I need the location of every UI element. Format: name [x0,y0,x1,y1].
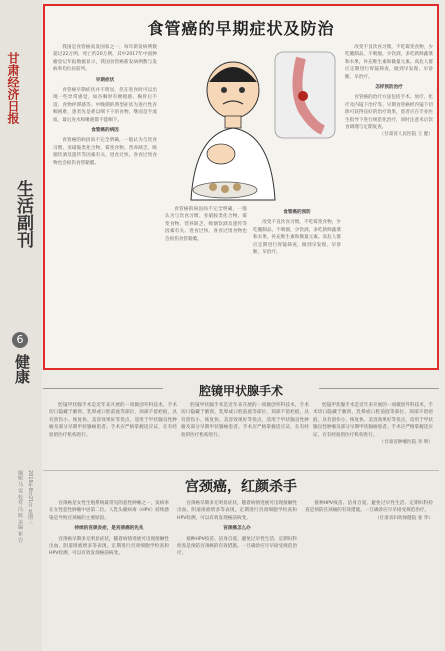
article-cervical-cancer [43,474,439,646]
subheading: 怎样预防治疗 [375,85,403,91]
article-headline: 宫颈癌，红颜杀手 [185,479,297,495]
body-paragraph: 接种HPV疫苗、洁身自爱、避免过早性生活、定期妇科检查是预防宫颈癌的有效措施。一旦确诊应尽早接受规范治疗。 [305,501,433,514]
body-paragraph: 宫颈癌早期多无明显症状，随着病情进展可出现接触性出血、阴道排液增多等表现。定期进行宫颈细胞学检查和HPV检测，可以有效发现癌前病变。 [177,501,297,521]
article-author: （甘肃省人民医院 王 健） [379,132,433,138]
article-column-4 [345,44,433,364]
body-paragraph: 腔镜甲状腺手术是近年来开展的一项微创外科技术，手术切口隐藏于腋窝、乳晕或口腔前庭等部位，颈部不留疤痕，具有创伤小、恢复快、美容效果好等优点，适用于甲状腺良性肿瘤及部分早期甲状腺癌患者。手术应严格掌握适应证，在有经验的医疗机构进行。 [181,403,309,438]
body-paragraph: 宫颈癌是女性生殖系统最常见的恶性肿瘤之一，发病率在女性恶性肿瘤中居第二位。人乳头瘤病毒（HPV）持续感染是导致宫颈癌的主要原因。 [49,501,169,521]
article-column [305,500,433,640]
page-name: 健康 [13,354,31,384]
article-headline: 腔镜甲状腺手术 [198,384,283,398]
article-column [177,500,297,640]
body-paragraph: 食管癌的治疗方法包括手术、放疗、化疗及内镜下治疗等。早期食管癌经内镜下切除可获得良好的治疗效果，患者应在专业医生指导下进行规范化治疗，同时注意术后饮食调理与定期复查。 [345,95,433,131]
article-author: （甘肃省妇幼保健院 张 华） [374,515,433,521]
page-number-badge: 6 [12,332,28,348]
article-esophageal-cancer [43,4,439,370]
article-column-2 [165,206,247,364]
body-paragraph: 宫颈癌早期多无明显症状，随着病情进展可出现接触性出血、阴道排液增多等表现。定期进行宫颈细胞学检查和HPV检测，可以有效发现癌前病变。 [49,536,169,557]
body-paragraph: 食管癌的病因尚不完全明确，一般认为与饮食习惯、亚硝胺类化合物、霉变食物、营养缺乏、吸烟饮酒及遗传等因素有关。进食过快、喜食过烫食物也会损伤食管黏膜。 [165,207,247,242]
section-divider [43,470,439,471]
article-column-3 [253,206,341,364]
body-paragraph: 改变不良饮食习惯，不吃霉变食物，少吃腌制品，不吸烟，少饮酒，多吃新鲜蔬菜和水果，补充维生素和微量元素。高危人群应定期进行胃镜筛查，做到早发现、早诊断、早治疗。 [345,45,433,80]
issue-date: 2019年8月21日 星期三 [27,470,33,524]
article-column [181,402,309,462]
intro-paragraph: 我国是食管癌高发国家之一，每年新发病例数超过22万例，死亡约20万例。其中2017年中国肿瘤登记年报数据显示，我国食管癌新发病例数与发病率均位居前列。 [53,45,157,73]
body-paragraph: 改变不良饮食习惯，不吃霉变食物，少吃腌制品，不吸烟，少饮酒，多吃新鲜蔬菜和水果，补充维生素和微量元素。高危人群应定期进行胃镜筛查，做到早发现、早诊断、早治疗。 [253,220,341,256]
subheading: 宫颈癌怎么办 [223,526,251,532]
subheading: 食管癌的预防 [283,210,311,215]
article-column-1 [53,44,157,364]
section-title: 生活副刊 [13,180,33,248]
body-paragraph: 腔镜甲状腺手术是近年来开展的一项微创外科技术，手术切口隐藏于腋窝、乳晕或口腔前庭等部位，颈部不留疤痕，具有创伤小、恢复快、美容效果好等优点，适用于甲状腺良性肿瘤及部分早期甲状腺癌患者。手术应严格掌握适应证，在有经验的医疗机构进行。 [313,403,433,438]
subheading: 持续的宫颈炎症，是宫颈癌的先兆 [74,526,144,532]
article-column [49,500,169,640]
article-column [313,402,433,462]
body-paragraph: 食管癌早期症状并不明显，但在进食时可以出现一些异常感觉，如吞咽时有哽噎感、胸骨后不适、食物停滞感等。中晚期的典型症状为进行性吞咽困难，患者先是难以咽下干的食物，继而是半流质，最后连水和唾液都不能咽下。 [53,88,157,123]
subheading: 食管癌的病因 [91,128,119,134]
article-author: （甘肃省肿瘤医院 李 明） [379,440,433,446]
article-thyroid-surgery [43,376,439,466]
editor-credits: 编辑 马 雯 校对 冯 辉 美编 崔 岩 [17,470,23,543]
newspaper-masthead: 甘肃经济日报 [6,52,20,124]
article-headline: 食管癌的早期症状及防治 [147,19,335,38]
page-sidebar [0,0,42,651]
body-paragraph: 腔镜甲状腺手术是近年来开展的一项微创外科技术，手术切口隐藏于腋窝、乳晕或口腔前庭等部位，颈部不留疤痕，具有创伤小、恢复快、美容效果好等优点，适用于甲状腺良性肿瘤及部分早期甲状腺癌患者。手术应严格掌握适应证，在有经验的医疗机构进行。 [49,403,177,438]
subheading: 早期症状 [95,77,115,83]
patient-illustration [163,50,339,202]
body-paragraph: 接种HPV疫苗、洁身自爱、避免过早性生活、定期妇科检查是预防宫颈癌的有效措施。一旦确诊应尽早接受规范治疗。 [177,536,297,557]
body-paragraph: 食管癌的病因尚不完全明确，一般认为与饮食习惯、亚硝胺类化合物、霉变食物、营养缺乏、吸烟饮酒及遗传等因素有关。进食过快、喜食过烫食物也会损伤食管黏膜。 [53,138,157,166]
article-column [49,402,177,462]
